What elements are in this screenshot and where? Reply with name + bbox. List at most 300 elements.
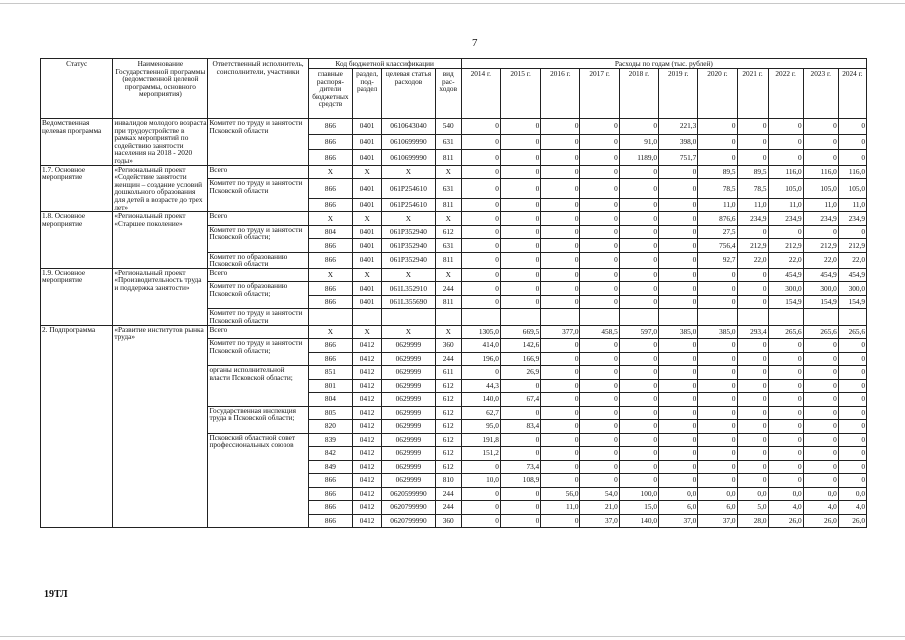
code-cell: 612	[435, 447, 461, 461]
value-cell: 0	[838, 406, 866, 420]
value-cell: 0	[659, 433, 698, 447]
code-cell: X	[382, 165, 436, 179]
code-cell: 866	[308, 239, 352, 253]
value-cell: 26,0	[838, 514, 866, 528]
value-cell: 0	[500, 379, 540, 393]
code-cell: 0412	[353, 460, 382, 474]
value-cell: 0	[698, 433, 737, 447]
value-cell: 0	[541, 239, 580, 253]
value-cell: 27,5	[698, 225, 737, 239]
value-cell: 0	[500, 252, 540, 268]
value-cell: 0	[580, 433, 619, 447]
value-cell: 0	[698, 295, 737, 309]
value-cell: 0	[737, 268, 768, 282]
table-row	[41, 119, 867, 135]
code-cell: 866	[308, 295, 352, 309]
responsible-cell: Комитет по образованию Псковской области	[208, 252, 308, 268]
code-cell: 0412	[353, 474, 382, 488]
table-body	[41, 119, 867, 528]
value-cell: 4,0	[803, 501, 838, 515]
value-cell: 0	[541, 212, 580, 226]
value-cell: 0	[803, 352, 838, 366]
code-cell: 0629999	[382, 379, 436, 393]
value-cell	[768, 309, 803, 325]
value-cell: 0	[803, 460, 838, 474]
value-cell: 0	[461, 514, 500, 528]
value-cell: 0	[838, 460, 866, 474]
code-cell: 0629999	[382, 433, 436, 447]
value-cell: 0	[541, 339, 580, 353]
value-cell: 91,0	[619, 134, 658, 150]
value-cell: 154,9	[803, 295, 838, 309]
value-cell: 0	[659, 282, 698, 296]
code-cell: X	[435, 165, 461, 179]
value-cell: 0	[541, 134, 580, 150]
value-cell: 0	[838, 447, 866, 461]
value-cell: 756,4	[698, 239, 737, 253]
code-cell: 0629999	[382, 474, 436, 488]
value-cell: 300,0	[803, 282, 838, 296]
value-cell: 0	[500, 212, 540, 226]
value-cell: 0	[737, 460, 768, 474]
value-cell: 0	[580, 268, 619, 282]
header-expenses: Расходы по годам (тыс. рублей)	[461, 59, 866, 69]
code-cell: 612	[435, 406, 461, 420]
code-cell: 811	[435, 150, 461, 166]
code-cell: 0412	[353, 379, 382, 393]
value-cell: 0	[619, 282, 658, 296]
header-expense-type: вид рас-ходов	[435, 69, 461, 119]
value-cell: 4,0	[768, 501, 803, 515]
value-cell: 212,9	[737, 239, 768, 253]
status-cell: 1.9. Основное мероприятие	[41, 268, 113, 325]
value-cell: 89,5	[698, 165, 737, 179]
value-cell: 26,0	[768, 514, 803, 528]
value-cell: 0	[659, 447, 698, 461]
value-cell: 0	[580, 474, 619, 488]
value-cell: 73,4	[500, 460, 540, 474]
code-cell: 0620799990	[382, 501, 436, 515]
table-row	[41, 325, 867, 339]
value-cell: 876,6	[698, 212, 737, 226]
header-year: 2020 г.	[698, 69, 737, 119]
value-cell: 0	[737, 366, 768, 380]
value-cell: 78,5	[698, 179, 737, 199]
value-cell: 221,3	[659, 119, 698, 135]
value-cell: 265,6	[838, 325, 866, 339]
code-cell: X	[382, 212, 436, 226]
table-row	[41, 268, 867, 282]
value-cell: 0	[461, 366, 500, 380]
code-cell: 061P254610	[382, 179, 436, 199]
value-cell: 0,0	[768, 487, 803, 501]
value-cell: 0	[737, 393, 768, 407]
value-cell: 0	[541, 460, 580, 474]
value-cell: 454,9	[768, 268, 803, 282]
value-cell: 0	[541, 447, 580, 461]
value-cell: 0	[461, 212, 500, 226]
header-year: 2017 г.	[580, 69, 619, 119]
value-cell: 116,0	[838, 165, 866, 179]
value-cell: 0	[737, 119, 768, 135]
header-grbs: главные распоря-дители бюджетных средств	[308, 69, 352, 119]
value-cell: 4,0	[838, 501, 866, 515]
value-cell: 22,0	[768, 252, 803, 268]
value-cell: 0	[619, 225, 658, 239]
code-cell: 866	[308, 134, 352, 150]
value-cell: 0	[659, 252, 698, 268]
header-year: 2022 г.	[768, 69, 803, 119]
code-cell: 811	[435, 295, 461, 309]
value-cell: 300,0	[768, 282, 803, 296]
status-cell: 1.8. Основное мероприятие	[41, 212, 113, 269]
value-cell: 0	[580, 379, 619, 393]
value-cell: 0	[541, 406, 580, 420]
code-cell: 612	[435, 225, 461, 239]
value-cell: 0,0	[659, 487, 698, 501]
value-cell	[619, 309, 658, 325]
value-cell: 454,9	[803, 268, 838, 282]
code-cell: 805	[308, 406, 352, 420]
value-cell: 0	[803, 433, 838, 447]
value-cell: 0	[768, 379, 803, 393]
table-row	[41, 212, 867, 226]
code-cell: 0412	[353, 433, 382, 447]
value-cell: 0	[541, 119, 580, 135]
code-cell: 811	[435, 252, 461, 268]
value-cell: 0	[541, 474, 580, 488]
code-cell: 866	[308, 487, 352, 501]
code-cell: 0412	[353, 487, 382, 501]
value-cell: 414,0	[461, 339, 500, 353]
value-cell: 151,2	[461, 447, 500, 461]
value-cell: 0	[541, 433, 580, 447]
value-cell: 0	[698, 447, 737, 461]
code-cell: 0412	[353, 501, 382, 515]
value-cell: 0	[461, 282, 500, 296]
value-cell: 0	[580, 134, 619, 150]
value-cell: 385,0	[698, 325, 737, 339]
code-cell: 0401	[353, 119, 382, 135]
value-cell: 0	[619, 379, 658, 393]
value-cell: 669,5	[500, 325, 540, 339]
value-cell: 0	[768, 420, 803, 434]
code-cell: 866	[308, 119, 352, 135]
value-cell: 385,0	[659, 325, 698, 339]
value-cell: 11,0	[698, 198, 737, 212]
value-cell: 154,9	[838, 295, 866, 309]
value-cell: 0	[698, 268, 737, 282]
value-cell: 0	[500, 433, 540, 447]
value-cell: 154,9	[768, 295, 803, 309]
value-cell: 300,0	[838, 282, 866, 296]
code-cell: 612	[435, 433, 461, 447]
header-responsible: Ответственный исполнитель, соисполнители, участники	[208, 59, 308, 119]
value-cell: 0	[500, 134, 540, 150]
code-cell: X	[382, 268, 436, 282]
value-cell: 0	[698, 379, 737, 393]
value-cell: 10,0	[461, 474, 500, 488]
value-cell: 0	[838, 366, 866, 380]
header-section: раздел, под-раздел	[353, 69, 382, 119]
value-cell: 0	[580, 179, 619, 199]
code-cell: 244	[435, 282, 461, 296]
code-cell: 0412	[353, 352, 382, 366]
value-cell	[541, 309, 580, 325]
value-cell: 0	[500, 268, 540, 282]
value-cell: 0	[803, 379, 838, 393]
header-year: 2019 г.	[659, 69, 698, 119]
value-cell: 5,0	[737, 501, 768, 515]
code-cell: 866	[308, 501, 352, 515]
header-year: 2014 г.	[461, 69, 500, 119]
code-cell: X	[353, 325, 382, 339]
value-cell: 0	[619, 179, 658, 199]
code-cell: 0412	[353, 393, 382, 407]
responsible-cell: Комитет по труду и занятости Псковской области	[208, 119, 308, 166]
value-cell: 89,5	[737, 165, 768, 179]
value-cell: 196,0	[461, 352, 500, 366]
value-cell: 62,7	[461, 406, 500, 420]
responsible-cell: Комитет по труду и занятости Псковской области;	[208, 225, 308, 252]
value-cell: 0	[541, 165, 580, 179]
value-cell: 0	[619, 406, 658, 420]
value-cell: 0	[803, 225, 838, 239]
code-cell: X	[353, 268, 382, 282]
responsible-cell: Комитет по труду и занятости Псковской области;	[208, 339, 308, 366]
code-cell: X	[435, 212, 461, 226]
value-cell: 0	[737, 295, 768, 309]
value-cell: 0	[659, 393, 698, 407]
value-cell: 0	[659, 268, 698, 282]
value-cell: 140,0	[619, 514, 658, 528]
value-cell: 0	[580, 406, 619, 420]
value-cell: 0	[659, 379, 698, 393]
value-cell: 0,0	[698, 487, 737, 501]
value-cell: 1189,0	[619, 150, 658, 166]
value-cell	[461, 309, 500, 325]
value-cell: 28,0	[737, 514, 768, 528]
value-cell: 0	[541, 420, 580, 434]
code-cell: 061P352940	[382, 239, 436, 253]
value-cell: 0	[541, 282, 580, 296]
code-cell: 612	[435, 420, 461, 434]
code-cell: 061P352940	[382, 225, 436, 239]
value-cell: 0	[698, 119, 737, 135]
value-cell: 105,0	[838, 179, 866, 199]
value-cell: 454,9	[838, 268, 866, 282]
value-cell: 0	[768, 225, 803, 239]
value-cell: 0	[500, 501, 540, 515]
value-cell: 0	[659, 179, 698, 199]
value-cell: 0	[659, 165, 698, 179]
value-cell: 0	[659, 239, 698, 253]
code-cell: X	[435, 325, 461, 339]
header-year: 2021 г.	[737, 69, 768, 119]
value-cell: 0	[580, 119, 619, 135]
responsible-cell: Всего	[208, 212, 308, 226]
code-cell: 0629999	[382, 447, 436, 461]
value-cell: 0	[580, 366, 619, 380]
value-cell: 0	[580, 420, 619, 434]
value-cell: 0	[541, 225, 580, 239]
value-cell: 0	[541, 198, 580, 212]
value-cell: 0	[461, 252, 500, 268]
scan-edge-top	[0, 3, 905, 4]
value-cell: 0	[768, 447, 803, 461]
code-cell: 866	[308, 179, 352, 199]
code-cell: 866	[308, 282, 352, 296]
code-cell: 866	[308, 514, 352, 528]
value-cell: 0	[580, 212, 619, 226]
value-cell: 0	[803, 447, 838, 461]
value-cell: 0	[461, 487, 500, 501]
value-cell: 0	[768, 433, 803, 447]
value-cell: 0	[461, 119, 500, 135]
header-year: 2023 г.	[803, 69, 838, 119]
value-cell: 140,0	[461, 393, 500, 407]
value-cell: 0,0	[838, 487, 866, 501]
code-cell: X	[382, 325, 436, 339]
code-cell: 0401	[353, 282, 382, 296]
value-cell: 44,3	[461, 379, 500, 393]
value-cell: 0	[659, 212, 698, 226]
value-cell: 0	[768, 474, 803, 488]
code-cell: 0610699990	[382, 134, 436, 150]
program-name-cell: инвалидов молодого возраста при трудоустройстве в рамках мероприятий по содействию занятости населения на 2018 - 2020 годы»	[114, 118, 207, 165]
value-cell: 0	[541, 393, 580, 407]
value-cell: 22,0	[838, 252, 866, 268]
value-cell: 0	[500, 165, 540, 179]
code-cell: 849	[308, 460, 352, 474]
value-cell: 0	[838, 393, 866, 407]
value-cell: 0	[580, 239, 619, 253]
value-cell: 0	[461, 225, 500, 239]
value-cell: 78,5	[737, 179, 768, 199]
code-cell: 360	[435, 514, 461, 528]
value-cell: 234,9	[768, 212, 803, 226]
responsible-cell: Государственная инспекция труда в Псковской области;	[208, 406, 308, 433]
value-cell: 0	[500, 514, 540, 528]
value-cell: 0	[461, 134, 500, 150]
value-cell: 0	[737, 352, 768, 366]
code-cell: 244	[435, 352, 461, 366]
value-cell: 0	[698, 393, 737, 407]
value-cell	[737, 309, 768, 325]
value-cell: 0	[838, 134, 866, 150]
value-cell: 166,9	[500, 352, 540, 366]
value-cell: 0	[698, 339, 737, 353]
value-cell: 0	[803, 339, 838, 353]
value-cell: 0	[838, 433, 866, 447]
code-cell: 0401	[353, 150, 382, 166]
value-cell: 293,4	[737, 325, 768, 339]
code-cell: 0401	[353, 295, 382, 309]
value-cell: 0	[803, 134, 838, 150]
value-cell	[659, 309, 698, 325]
value-cell: 0	[698, 352, 737, 366]
value-cell: 116,0	[803, 165, 838, 179]
value-cell: 0	[461, 239, 500, 253]
value-cell	[698, 309, 737, 325]
value-cell: 37,0	[698, 514, 737, 528]
value-cell: 0	[541, 379, 580, 393]
value-cell: 0	[619, 165, 658, 179]
page-number: 7	[472, 37, 478, 49]
code-cell: 839	[308, 433, 352, 447]
value-cell: 0	[768, 352, 803, 366]
code-cell: 360	[435, 339, 461, 353]
value-cell: 0	[461, 179, 500, 199]
code-cell: 061L355690	[382, 295, 436, 309]
status-cell: Ведомственная целевая программа	[41, 119, 113, 166]
value-cell: 0	[619, 352, 658, 366]
value-cell: 67,4	[500, 393, 540, 407]
code-cell: 612	[435, 460, 461, 474]
code-cell: X	[308, 165, 352, 179]
value-cell: 0	[580, 165, 619, 179]
value-cell: 0	[838, 225, 866, 239]
responsible-cell: Комитет по образованию Псковской области;	[208, 282, 308, 309]
value-cell: 54,0	[580, 487, 619, 501]
value-cell: 0	[580, 282, 619, 296]
code-cell: 0401	[353, 252, 382, 268]
value-cell: 0	[619, 295, 658, 309]
code-cell: 0412	[353, 406, 382, 420]
value-cell: 0	[737, 379, 768, 393]
value-cell	[580, 309, 619, 325]
code-cell: 612	[435, 393, 461, 407]
header-year: 2024 г.	[838, 69, 866, 119]
value-cell: 377,0	[541, 325, 580, 339]
value-cell: 0	[768, 150, 803, 166]
value-cell: 0	[659, 366, 698, 380]
value-cell: 0	[461, 501, 500, 515]
value-cell: 0	[737, 406, 768, 420]
responsible-cell: Псковский областной совет профессиональных союзов	[208, 433, 308, 528]
value-cell: 0	[500, 487, 540, 501]
value-cell: 0	[768, 366, 803, 380]
code-cell: 866	[308, 474, 352, 488]
code-cell: 0629999	[382, 420, 436, 434]
code-cell: 0620799990	[382, 514, 436, 528]
value-cell: 0	[580, 447, 619, 461]
value-cell: 0	[737, 150, 768, 166]
value-cell: 0	[580, 393, 619, 407]
status-cell: 1.7. Основное мероприятие	[41, 165, 113, 212]
value-cell: 0	[803, 366, 838, 380]
value-cell: 0	[619, 239, 658, 253]
responsible-cell: Комитет по труду и занятости Псковской области	[208, 309, 308, 325]
code-cell	[382, 309, 436, 325]
code-cell: 0610643040	[382, 119, 436, 135]
code-cell: 0629999	[382, 460, 436, 474]
value-cell: 398,0	[659, 134, 698, 150]
value-cell: 142,6	[500, 339, 540, 353]
value-cell: 0	[659, 460, 698, 474]
value-cell: 0	[461, 268, 500, 282]
value-cell: 37,0	[580, 514, 619, 528]
value-cell: 0	[803, 406, 838, 420]
value-cell: 0	[698, 406, 737, 420]
value-cell: 6,0	[698, 501, 737, 515]
code-cell: 866	[308, 252, 352, 268]
value-cell: 0	[500, 447, 540, 461]
value-cell: 108,9	[500, 474, 540, 488]
value-cell: 212,9	[803, 239, 838, 253]
responsible-cell: Комитет по труду и занятости Псковской области	[208, 179, 308, 212]
value-cell: 26,0	[803, 514, 838, 528]
